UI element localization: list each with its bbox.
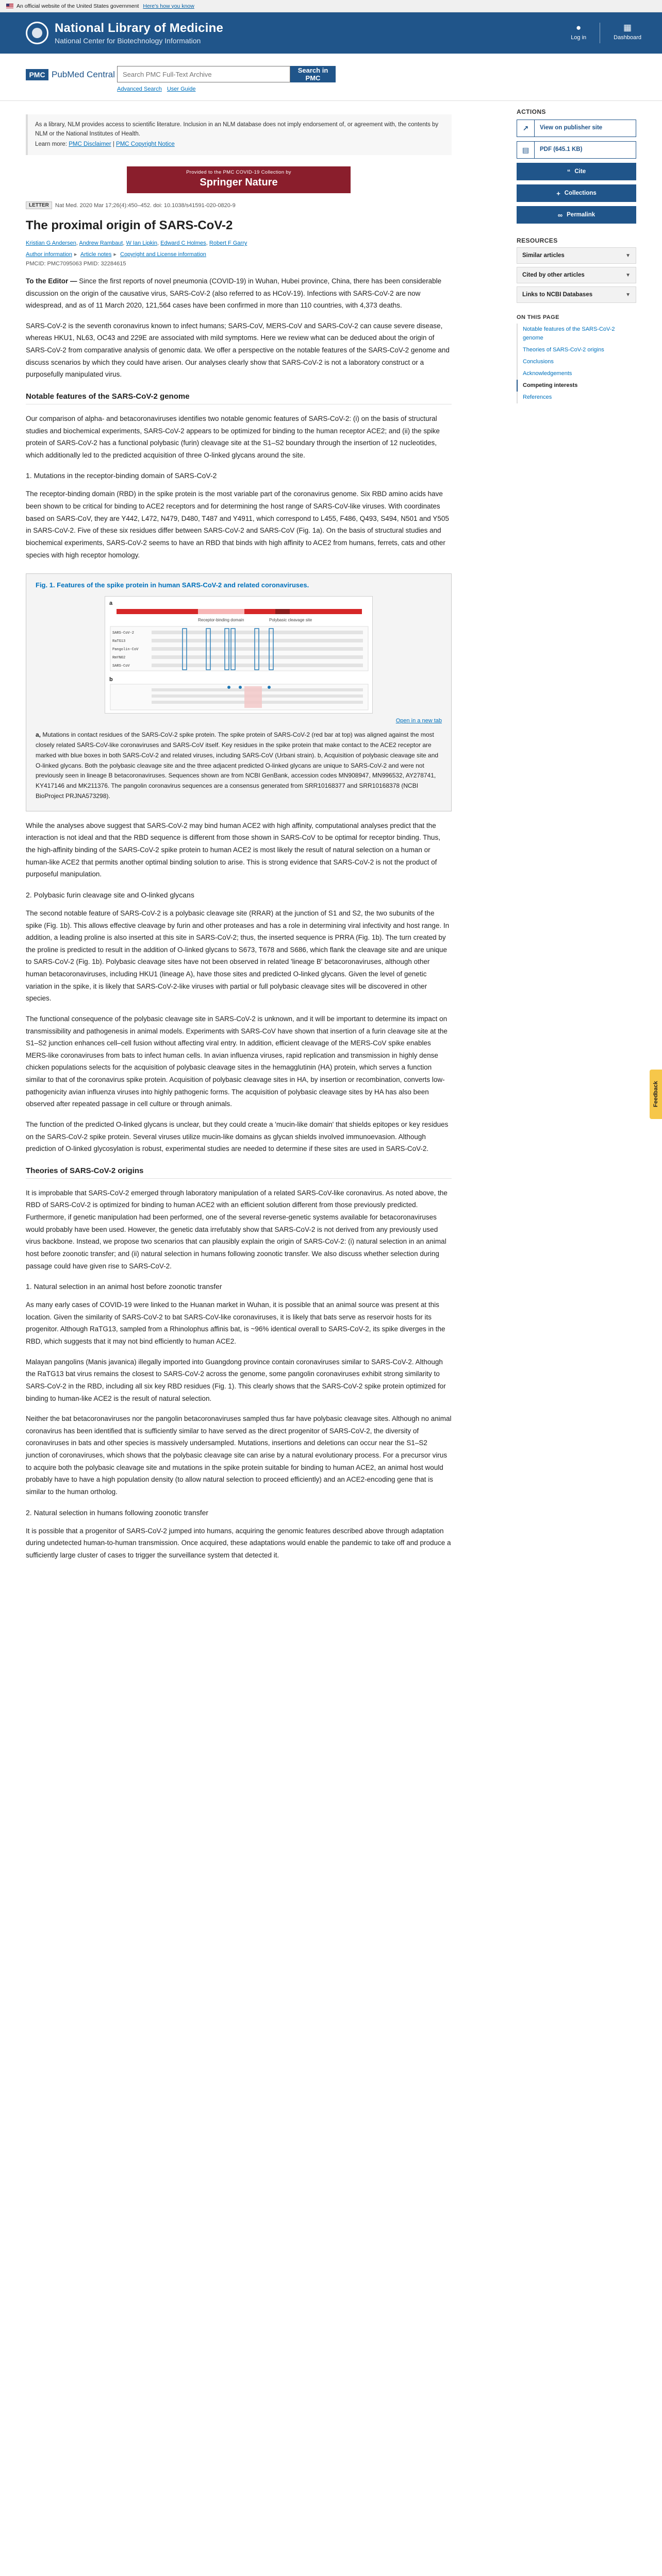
section-body xyxy=(26,1299,452,1498)
view-publisher-button[interactable]: ↗ View on publisher site xyxy=(517,120,636,137)
search-input[interactable] xyxy=(117,66,290,82)
caption-text: Mutations in contact residues of the SARS-CoV-2 spike protein. The spike protein of SARS-CoV-2 (red bar at top) was aligned against the most closely related SARS-CoV-like coronaviruses and SARS-CoV itself. Key residues in the spike protein that make contact to the ACE2 receptor are marked with blue boxes in both SARS-CoV-2 and related viruses, including SARS-CoV (Urbani strain). b, Acquisition of polybasic cleavage site and O-linked glycans. Both the polybasic cleavage site and the three adjacent predicted O-linked glycans are unique to SARS-CoV-2 and were not previously seen in lineage B betacoronaviruses. Sequences shown are from NCBI GenBank, accession codes MN908947, MN996532, AY278741, KY417146 and MK211376. The pangolin coronavirus sequences are a consensus generated from SRR10168377 and SRR10168378 (NCBI BioProject PRJNA573298). xyxy=(36,731,439,800)
chevron-down-icon: ▼ xyxy=(625,272,631,278)
publisher-banner-small: Provided to the PMC COVID-19 Collection by xyxy=(186,170,291,176)
similar-articles-accordion[interactable]: Similar articles ▼ xyxy=(517,247,636,264)
section-heading-theories: Theories of SARS-CoV-2 origins xyxy=(26,1166,452,1179)
permalink-button[interactable]: ∞ Permalink xyxy=(517,206,636,224)
toc-item[interactable]: Notable features of the SARS-CoV-2 genome xyxy=(517,324,636,344)
author-link[interactable]: Edward C Holmes xyxy=(160,240,206,247)
section-heading-notable: Notable features of the SARS-CoV-2 genome xyxy=(26,392,452,404)
pmc-disclaimer-link[interactable]: PMC Disclaimer xyxy=(69,141,111,147)
subsection-heading-natural-animal: 1. Natural selection in an animal host before zoonotic transfer xyxy=(26,1282,222,1291)
alignment-row-label: Pangolin-CoV xyxy=(112,648,139,652)
nlm-header xyxy=(0,12,662,54)
external-link-icon: ↗ xyxy=(517,120,535,137)
advanced-search-link[interactable]: Advanced Search xyxy=(117,86,162,92)
cited-by-accordion[interactable]: Cited by other articles ▼ xyxy=(517,267,636,283)
dashboard-button[interactable]: ▦ Dashboard xyxy=(614,23,641,41)
pmc-logo[interactable] xyxy=(26,69,115,80)
nlm-subtitle: National Center for Biotechnology Information xyxy=(55,37,201,45)
author-list: Kristian G Andersen, Andrew Rambaut, W Ian Lipkin, Edward C Holmes, Robert F Garry xyxy=(26,240,247,247)
cite-button[interactable]: “ Cite xyxy=(517,163,636,180)
polybasic-insert-highlight xyxy=(244,686,262,708)
caption-label: a, xyxy=(36,731,41,739)
citation-text: Nat Med. 2020 Mar 17;26(4):450–452. doi: 10.1038/s41591-020-0820-9 xyxy=(55,202,236,209)
gov-banner-text: An official website of the United States government xyxy=(16,3,139,9)
toc-item-active[interactable]: Competing interests xyxy=(517,380,636,392)
article-info-links: Author information ▸ Article notes ▸ Copyright and License information xyxy=(26,251,206,258)
alignment-row-label: RaTG13 xyxy=(112,639,126,644)
feedback-button[interactable]: Feedback xyxy=(650,1070,662,1119)
subsection-heading-mutations: 1. Mutations in the receptor-binding domain of SARS-CoV-2 xyxy=(26,471,217,480)
subsection-heading-natural-human: 2. Natural selection in humans following zoonotic transfer xyxy=(26,1508,209,1517)
log-in-button[interactable]: ● Log in xyxy=(571,23,587,41)
pmc-copyright-link[interactable]: PMC Copyright Notice xyxy=(116,141,175,147)
on-this-page-heading: ON THIS PAGE xyxy=(517,314,559,320)
paragraph: The receptor-binding domain (RBD) in the spike protein is the most variable part of the coronavirus genome. Six RBD amino acids have been shown to be critical for binding to ACE2 receptors and for determining the host range of SARS-CoV-like viruses. With coordinates based on SARS-CoV, they are Y442, L472, N479, D480, T487 and Y4911, which correspond to L455, F486, Q493, S494, N501 and Y505 in SARS-CoV-2. Five of these six residues differ between SARS-CoV-2 and SARS-CoV (Fig. 1a). On the basis of structural studies and biochemical experiments, SARS-CoV-2 seems to have an RBD that binds with high affinity to ACE2 from humans, ferrets, cats and other species with high receptor homology. xyxy=(26,490,449,559)
quote-icon: “ xyxy=(567,167,571,176)
search-button[interactable]: Search in PMC xyxy=(290,66,336,82)
paragraph: The functional consequence of the polybasic cleavage site in SARS-CoV-2 is unknown, and it will be important to determine its impact on transmissibility and pathogenesis in animal models. Experiments with SARS-CoV have shown that insertion of a furin cleavage site at the S1–S2 junction enhances cell–cell fusion without affecting viral entry. In addition, efficient cleavage of the MERS-CoV spike enables MERS-like coronaviruses from bats to infect human cells. In avian influenza viruses, rapid replication and transmission in highly dense chicken populations selects for the acquisition of polybasic cleavage sites in the hemagglutinin (HA) protein, which serves a function similar to that of the coronavirus spike protein. Acquisition of polybasic cleavage sites in HA, by insertion or recombination, converts low-pathogenicity avian influenza viruses into highly pathogenic forms. The acquisition of polybasic cleavage sites by HA has also been observed after repeated passage in cell culture or through animals. xyxy=(26,1014,448,1108)
pmc-logo-text: PubMed Central xyxy=(52,70,115,79)
author-link[interactable]: Robert F Garry xyxy=(209,240,247,247)
panel-a-label: a xyxy=(109,600,113,607)
toc-item[interactable]: Conclusions xyxy=(517,356,636,368)
article-body xyxy=(26,275,452,381)
intro-paragraph xyxy=(26,275,452,312)
user-icon: ● xyxy=(576,23,582,32)
figure-image[interactable] xyxy=(105,596,373,714)
article-sidebar xyxy=(517,108,636,403)
paragraph: SARS-CoV-2 is the seventh coronavirus known to infect humans; SARS-CoV, MERS-CoV and SARS-CoV-2 can cause severe disease, whereas HKU1, NL63, OC43 and 229E are associated with mild symptoms. Here we review what can be deduced about the origin of SARS-CoV-2 from comparative analysis of genomic data. We offer a perspective on the notable features of the SARS-CoV-2 genome and discuss scenarios by which they could have arisen. Our analyses clearly show that SARS-CoV-2 is not a laboratory construct or a purposefully manipulated virus. xyxy=(26,321,450,379)
alignment-row-label: SARS-CoV xyxy=(112,664,130,669)
disclaimer-text: As a library, NLM provides access to scientific literature. Inclusion in an NLM database does not imply endorsement of, or agreement with, the contents by NLM or the National Institutes of Health. xyxy=(35,122,439,137)
author-link[interactable]: Kristian G Andersen xyxy=(26,240,76,247)
intro-lead: To the Editor — xyxy=(26,277,77,285)
pdf-icon: ▤ xyxy=(517,141,535,159)
figure-svg xyxy=(105,597,373,714)
section-body xyxy=(26,1187,452,1272)
figure-1 xyxy=(26,573,452,811)
open-figure-new-tab-link[interactable]: Open in a new tab xyxy=(395,718,442,724)
alignment-row-label: RmYN02 xyxy=(112,656,126,660)
copyright-license-link[interactable]: Copyright and License information xyxy=(120,251,206,258)
alignment-row-label: SARS-CoV-2 xyxy=(112,631,135,636)
on-this-page-nav xyxy=(517,324,636,403)
nlm-logo-icon[interactable] xyxy=(26,22,48,44)
toc-item[interactable]: Theories of SARS-CoV-2 origins xyxy=(517,344,636,356)
intro-text: Since the first reports of novel pneumonia (COVID-19) in Wuhan, Hubei province, China, there has been considerable discussion on the origin of the causative virus, SARS-CoV-2 (also referred to as HCoV-19). Infections with SARS-CoV-2 are now widespread, and as of 11 March 2020, 121,564 cases have been confirmed in more than 110 countries, with 4,373 deaths. xyxy=(26,277,442,310)
pmc-search-bar xyxy=(0,54,662,101)
collections-button[interactable]: + Collections xyxy=(517,184,636,202)
paragraph: Our comparison of alpha- and betacoronaviruses identifies two notable genomic features of SARS-CoV-2: (i) on the basis of structural studies and biochemical experiments, SARS-CoV-2 appears to be optimized for binding to the human receptor ACE2; and (ii) the spike protein of SARS-CoV-2 has a functional polybasic (furin) cleavage site at the S1–S2 boundary through the insertion of 12 nucleotides, which additionally led to the predicted acquisition of three O-linked glycans around the site. xyxy=(26,414,440,459)
rbd-segment xyxy=(198,609,244,614)
author-link[interactable]: W Ian Lipkin xyxy=(126,240,158,247)
paragraph: It is possible that a progenitor of SARS-CoV-2 jumped into humans, acquiring the genomic features described above through adaptation during undetected human-to-human transmission. Once acquired, these adaptations would enable the pandemic to take off and produce a sufficiently large cluster of cases to trigger the surveillance system that detected it. xyxy=(26,1527,451,1559)
link-icon: ∞ xyxy=(557,211,563,219)
section-body xyxy=(26,907,452,1155)
heres-how-link[interactable]: Here's how you know xyxy=(143,3,194,9)
citation-line xyxy=(26,201,490,209)
plus-icon: + xyxy=(556,189,560,197)
nlm-disclaimer xyxy=(26,114,452,155)
author-link[interactable]: Andrew Rambaut xyxy=(79,240,123,247)
paragraph: The function of the predicted O-linked glycans is unclear, but they could create a 'mucin-like domain' that shields epitopes or key residues on the SARS-CoV-2 spike protein. Several viruses utilize mucin-like domains as glycan shields involved immunoevasion. Although prediction of O-linked glycosylation is robust, experimental studies are needed to determine if these sites are used in SARS-CoV-2. xyxy=(26,1120,449,1153)
paragraph: Malayan pangolins (Manis javanica) illegally imported into Guangdong province contain coronaviruses similar to SARS-CoV-2. Although the RaTG13 bat virus remains the closest to SARS-CoV-2 across the genome, some pangolin coronaviruses exhibit strong similarity to SARS-CoV-2 in the RBD, including all six key RBD residues (Fig. 1). This clearly shows that the SARS-CoV-2 spike protein optimized for binding to human-like ACE2 is the result of natural selection. xyxy=(26,1358,446,1402)
us-flag-icon xyxy=(6,4,13,8)
rbd-label: Receptor-binding domain xyxy=(198,618,244,623)
paragraph: While the analyses above suggest that SARS-CoV-2 may bind human ACE2 with high affinity, computational analyses predict that the interaction is not ideal and that the RBD sequence is different from those shown in SARS-CoV to be optimal for receptor binding. Thus, the high-affinity binding of the SARS-CoV-2 spike protein to human ACE2 is most likely the result of natural selection on a human or human-like ACE2 that permits another optimal binding solution to arise. This is strong evidence that SARS-CoV-2 is not the product of purposeful manipulation. xyxy=(26,821,440,878)
user-guide-link[interactable]: User Guide xyxy=(167,86,196,92)
resources-heading: RESOURCES xyxy=(517,237,558,244)
cleavage-label: Polybasic cleavage site xyxy=(269,618,312,623)
author-information-link[interactable]: Author information xyxy=(26,251,72,258)
article-type-badge: LETTER xyxy=(26,201,52,209)
nlm-title[interactable]: National Library of Medicine xyxy=(55,21,223,35)
toc-item[interactable]: References xyxy=(517,392,636,403)
actions-heading: ACTIONS xyxy=(517,108,546,115)
paragraph: As many early cases of COVID-19 were linked to the Huanan market in Wuhan, it is possible that an animal source was present at this location. Given the similarity of SARS-CoV-2 to bat SARS-CoV-like coronaviruses, it is likely that bats serve as reservoir hosts for its progenitor. Although RaTG13, sampled from a Rhinolophus affinis bat, is ~96% identical overall to SARS-CoV-2, its spike diverges in the RBD, which suggests that it may not bind efficiently to human ACE2. xyxy=(26,1301,445,1346)
toc-item[interactable]: Acknowledgements xyxy=(517,368,636,380)
figure-title[interactable]: Fig. 1. Features of the spike protein in human SARS-CoV-2 and related coronaviruses. xyxy=(36,581,309,589)
section-body xyxy=(26,488,452,561)
cleavage-segment xyxy=(275,609,290,614)
panel-b-label: b xyxy=(109,676,113,683)
disclaimer-separator: | xyxy=(112,141,114,147)
publisher-name: Springer Nature xyxy=(200,177,278,189)
publisher-banner[interactable] xyxy=(127,166,351,193)
chevron-down-icon: ▼ xyxy=(625,252,631,259)
chevron-down-icon: ▼ xyxy=(625,292,631,298)
paragraph: It is improbable that SARS-CoV-2 emerged through laboratory manipulation of a related SARS-CoV-like coronavirus. As noted above, the RBD of SARS-CoV-2 is optimized for binding to human ACE2 with an efficient solution different from those previously predicted. Furthermore, if genetic manipulation had been performed, one of the several reverse-genetic systems available for betacoronaviruses would probably have been used. However, the genetic data irrefutably show that SARS-CoV-2 is not derived from any previously used virus backbone. Instead, we propose two scenarios that can plausibly explain the origin of SARS-CoV-2: (i) natural selection in an animal host before zoonotic transfer; and (ii) natural selection in humans following zoonotic transfer. We also discuss whether selection during passage could have given rise to SARS-CoV-2. xyxy=(26,1189,448,1270)
pmc-logo-box: PMC xyxy=(26,69,48,80)
section-body xyxy=(26,820,452,880)
learn-more-label: Learn more: xyxy=(35,141,68,147)
article-title: The proximal origin of SARS-CoV-2 xyxy=(26,218,233,233)
ncbi-links-accordion[interactable]: Links to NCBI Databases ▼ xyxy=(517,286,636,303)
paragraph: Neither the bat betacoronaviruses nor the pangolin betacoronaviruses sampled thus far have polybasic cleavage sites. Although no animal coronavirus has been identified that is sufficiently similar to have served as the direct progenitor of SARS-CoV-2, the diversity of coronaviruses in bats and other species is massively undersampled. Mutations, insertions and deletions can occur near the S1–S2 junction of coronaviruses, which shows that the polybasic cleavage site can arise by a natural evolutionary process. For a precursor virus to acquire both the polybasic cleavage site and mutations in the spike protein suitable for binding to human ACE2, an animal host would probably have to have a high population density (to allow natural selection to proceed efficiently) and an ACE2-encoding gene that is similar to the human ortholog. xyxy=(26,1415,452,1496)
paragraph: The second notable feature of SARS-CoV-2 is a polybasic cleavage site (RRAR) at the junction of S1 and S2, the two subunits of the spike (Fig. 1b). This allows effective cleavage by furin and other proteases and has a role in determining viral infectivity and host range. In addition, a leading proline is also inserted at this site in SARS-CoV-2; thus, the inserted sequence is PRRA (Fig. 1b). The turn created by the proline is predicted to result in the addition of O-linked glycans to S673, T678 and S686, which flank the cleavage site and are unique to SARS-CoV-2 (Fig. 1b). Polybasic cleavage sites have not been observed in related 'lineage B' betacoronaviruses, although other human betacoronaviruses, including HKU1 (lineage A), have those sites and predicted O-linked glycans. Given the level of genetic variation in the spike, it is likely that SARS-CoV-2-like viruses with partial or full polybasic cleavage sites will be discovered in other species. xyxy=(26,909,450,1003)
dashboard-icon: ▦ xyxy=(623,23,632,32)
gov-banner xyxy=(0,0,662,12)
article-main xyxy=(26,101,490,1561)
figure-caption xyxy=(36,730,442,802)
article-ids: PMCID: PMC7095063 PMID: 32284615 xyxy=(26,260,126,267)
subsection-heading-polybasic: 2. Polybasic furin cleavage site and O-linked glycans xyxy=(26,890,194,899)
section-body xyxy=(26,413,452,462)
pdf-button[interactable]: ▤ PDF (645.1 KB) xyxy=(517,141,636,159)
section-body xyxy=(26,1525,452,1562)
article-notes-link[interactable]: Article notes xyxy=(80,251,112,258)
